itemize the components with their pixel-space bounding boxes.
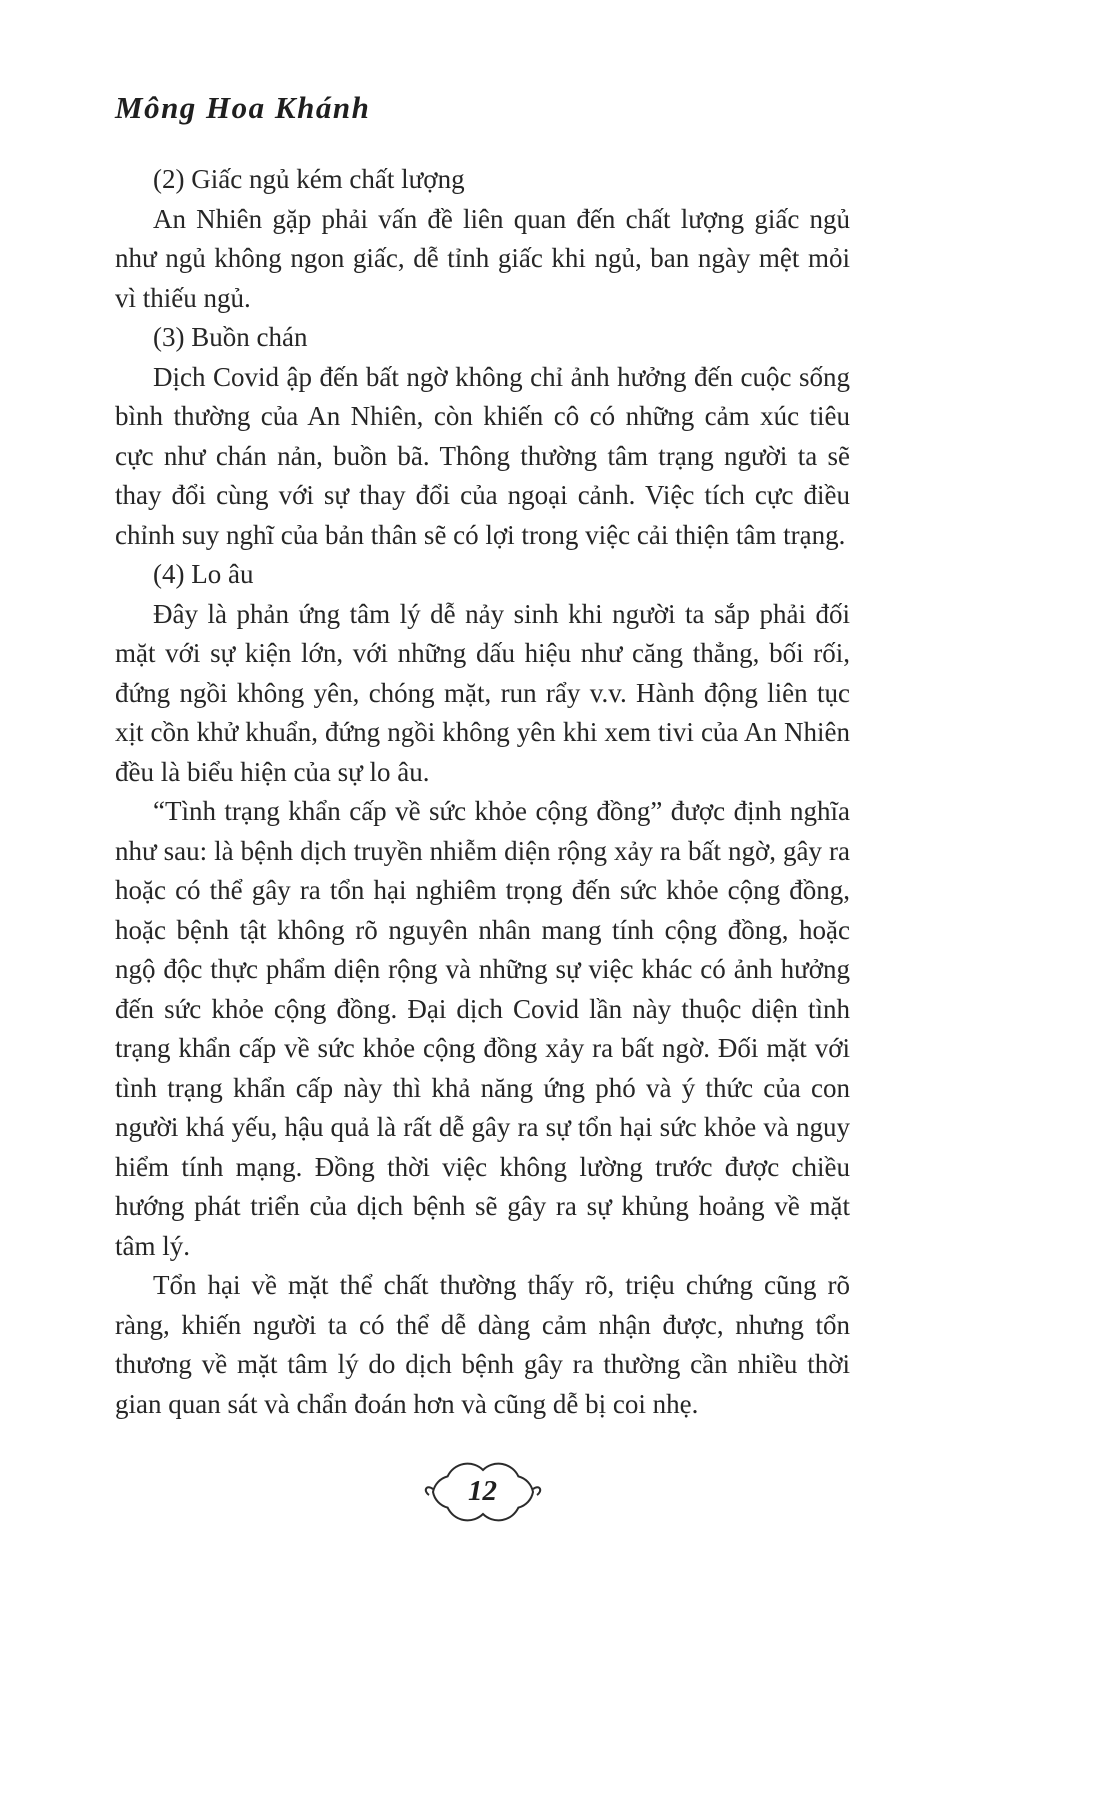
- paragraph: An Nhiên gặp phải vấn đề liên quan đến chất lượng giấc ngủ như ngủ không ngon giấc, dễ tỉnh giấc khi ngủ, ban ngày mệt mỏi vì thiếu ngủ.: [115, 203, 850, 313]
- paragraph: Đây là phản ứng tâm lý dễ nảy sinh khi người ta sắp phải đối mặt với sự kiện lớn, với những dấu hiệu như căng thẳng, bối rối, đứng ngồi không yên, chóng mặt, run rẩy v.v. Hành động liên tục xịt cồn khử khuẩn, đứng ngồi không yên khi xem tivi của An Nhiên đều là biểu hiện của sự lo âu.: [115, 598, 850, 787]
- page-footer: [115, 1462, 850, 1522]
- page-number: 12: [468, 1474, 497, 1507]
- section-heading: (2) Giấc ngủ kém chất lượng: [153, 164, 465, 194]
- paragraph: “Tình trạng khẩn cấp về sức khỏe cộng đồng” được định nghĩa như sau: là bệnh dịch truyền nhiễm diện rộng xảy ra bất ngờ, gây ra hoặc có thể gây ra tổn hại nghiêm trọng đến sức khỏe cộng đồng, hoặc bệnh tật không rõ nguyên nhân mang tính cộng đồng, hoặc ngộ độc thực phẩm diện rộng và những sự việc khác có ảnh hưởng đến sức khỏe cộng đồng. Đại dịch Covid lần này thuộc diện tình trạng khẩn cấp về sức khỏe cộng đồng xảy ra bất ngờ. Đối mặt với tình trạng khẩn cấp này thì khả năng ứng phó và ý thức của con người khá yếu, hậu quả là rất dễ gây ra sự tổn hại sức khỏe và nguy hiểm tính mạng. Đồng thời việc không lường trước được chiều hướng phát triển của dịch bệnh sẽ gây ra sự khủng hoảng về mặt tâm lý.: [115, 796, 850, 1261]
- running-header-author: Mông Hoa Khánh: [115, 90, 371, 125]
- page-body-text: [115, 160, 850, 1424]
- paragraph: Tổn hại về mặt thể chất thường thấy rõ, triệu chứng cũng rõ ràng, khiến người ta có thể dễ dàng cảm nhận được, nhưng tổn thương về mặt tâm lý do dịch bệnh gây ra thường cần nhiều thời gian quan sát và chẩn đoán hơn và cũng dễ bị coi nhẹ.: [115, 1270, 850, 1419]
- section-heading: (3) Buồn chán: [153, 322, 308, 352]
- paragraph: Dịch Covid ập đến bất ngờ không chỉ ảnh hưởng đến cuộc sống bình thường của An Nhiên, còn khiến cô có những cảm xúc tiêu cực như chán nản, buồn bã. Thông thường tâm trạng người ta sẽ thay đổi cùng với sự thay đổi của ngoại cảnh. Việc tích cực điều chỉnh suy nghĩ của bản thân sẽ có lợi trong việc cải thiện tâm trạng.: [115, 361, 850, 550]
- page-number-ornament: [423, 1462, 543, 1522]
- section-heading: (4) Lo âu: [153, 559, 254, 589]
